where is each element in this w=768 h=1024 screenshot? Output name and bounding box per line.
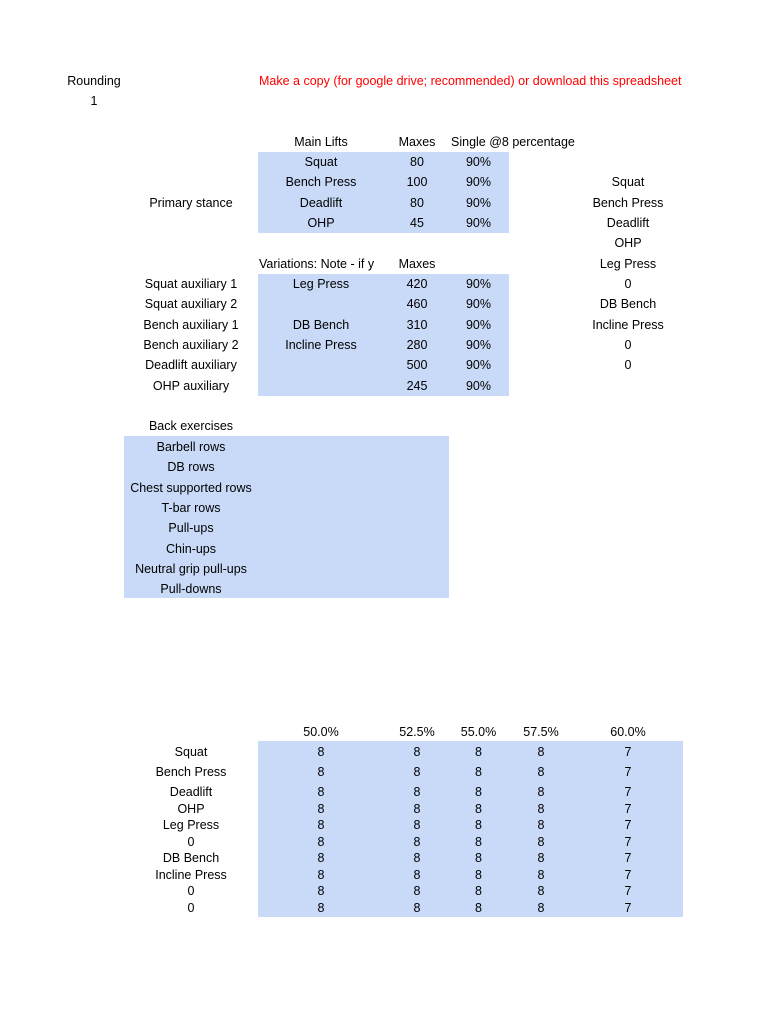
main-lift-pct[interactable]: 90% [465, 175, 492, 189]
reps-row-label: Leg Press [162, 818, 220, 832]
back-exercise-item[interactable]: Neutral grip pull-ups [135, 562, 247, 576]
summary-item: 0 [624, 277, 632, 291]
main-lift-pct[interactable]: 90% [465, 216, 492, 230]
reps-cell[interactable]: 8 [317, 818, 325, 832]
reps-cell[interactable]: 8 [537, 765, 545, 779]
variation-pct[interactable]: 90% [465, 318, 492, 332]
variation-name[interactable] [258, 294, 384, 314]
reps-cell[interactable]: 8 [537, 818, 545, 832]
reps-row-label: DB Bench [162, 851, 220, 865]
variation-pct[interactable]: 90% [465, 297, 492, 311]
variation-pct[interactable]: 90% [465, 358, 492, 372]
reps-cell[interactable]: 8 [317, 801, 325, 816]
summary-item: Bench Press [592, 196, 664, 210]
percentage-header: 52.5% [399, 725, 435, 739]
variation-name[interactable]: DB Bench [292, 318, 350, 332]
reps-cell[interactable]: 8 [475, 851, 482, 865]
copy-note: Make a copy (for google drive; recommended) or download this spreadsheet [259, 74, 682, 88]
reps-cell[interactable]: 7 [624, 900, 632, 915]
reps-cell[interactable]: 8 [475, 884, 482, 898]
reps-cell[interactable]: 8 [475, 900, 482, 915]
variation-max[interactable]: 245 [406, 379, 428, 393]
reps-cell[interactable]: 8 [317, 900, 325, 915]
percentage-header: 50.0% [303, 725, 339, 739]
reps-cell[interactable]: 7 [624, 851, 632, 865]
back-exercise-item[interactable]: DB rows [167, 460, 215, 474]
variation-name[interactable]: Leg Press [292, 277, 350, 291]
reps-cell[interactable]: 8 [413, 785, 421, 799]
reps-cell[interactable]: 8 [413, 801, 421, 816]
reps-cell[interactable]: 8 [475, 785, 482, 799]
reps-cell[interactable]: 8 [317, 867, 325, 882]
main-lift-name[interactable]: Squat [304, 155, 338, 169]
main-lift-pct[interactable]: 90% [465, 155, 492, 169]
back-exercise-item[interactable]: Barbell rows [156, 440, 226, 454]
variation-max[interactable]: 460 [406, 297, 428, 311]
variations-maxes-header: Maxes [398, 257, 436, 271]
variation-pct[interactable]: 90% [465, 379, 492, 393]
variation-max[interactable]: 500 [406, 358, 428, 372]
reps-cell[interactable]: 8 [537, 785, 545, 799]
reps-cell[interactable]: 8 [413, 884, 421, 898]
summary-item: 0 [624, 338, 632, 352]
reps-cell[interactable]: 7 [624, 834, 632, 849]
percentage-header: 60.0% [610, 725, 646, 739]
reps-row-label: 0 [187, 834, 195, 849]
reps-row-label: 0 [187, 900, 195, 915]
single-percentage-header: Single @8 percentage [451, 135, 575, 149]
reps-cell[interactable]: 8 [475, 867, 482, 882]
reps-cell[interactable]: 8 [537, 867, 545, 882]
summary-item: 0 [624, 358, 632, 372]
summary-item: Incline Press [592, 318, 664, 332]
reps-cell[interactable]: 8 [475, 818, 482, 832]
back-exercise-item[interactable]: Chin-ups [165, 542, 217, 556]
back-exercise-item[interactable]: Pull-downs [160, 582, 222, 596]
main-lift-max[interactable]: 80 [410, 196, 424, 210]
variation-max[interactable]: 310 [406, 318, 428, 332]
variation-name[interactable]: Incline Press [285, 338, 357, 352]
reps-cell[interactable]: 8 [317, 765, 325, 779]
reps-cell[interactable]: 8 [317, 834, 325, 849]
back-exercise-item[interactable]: T-bar rows [161, 501, 221, 515]
reps-cell[interactable]: 8 [317, 884, 325, 898]
reps-cell[interactable]: 8 [537, 900, 545, 915]
auxiliary-label: Squat auxiliary 1 [144, 277, 238, 291]
variation-name[interactable] [258, 376, 384, 396]
summary-item: Leg Press [599, 257, 657, 271]
auxiliary-label: Squat auxiliary 2 [144, 297, 238, 311]
auxiliary-label: Bench auxiliary 2 [143, 338, 239, 352]
reps-row-label: OHP [177, 801, 205, 816]
rounding-label: Rounding [67, 74, 121, 88]
summary-item: OHP [614, 236, 642, 250]
reps-row-label: 0 [187, 884, 195, 898]
reps-row-label: Deadlift [169, 785, 213, 799]
reps-cell[interactable]: 8 [413, 818, 421, 832]
variation-max[interactable]: 280 [406, 338, 428, 352]
reps-cell[interactable]: 7 [624, 867, 632, 882]
reps-cell[interactable]: 7 [624, 765, 632, 779]
reps-row-label: Bench Press [155, 765, 227, 779]
summary-item: Squat [611, 175, 645, 189]
percentage-header: 57.5% [523, 725, 559, 739]
reps-cell[interactable]: 8 [317, 785, 325, 799]
main-lift-max[interactable]: 45 [410, 216, 424, 230]
reps-cell[interactable]: 7 [624, 884, 632, 898]
main-lift-pct[interactable]: 90% [465, 196, 492, 210]
reps-cell[interactable]: 8 [537, 884, 545, 898]
reps-cell[interactable]: 8 [413, 867, 421, 882]
reps-cell[interactable]: 8 [413, 851, 421, 865]
reps-row-label: Squat [174, 745, 208, 759]
maxes-header: Maxes [398, 135, 436, 149]
back-exercises-header: Back exercises [148, 419, 234, 433]
auxiliary-label: Bench auxiliary 1 [143, 318, 239, 332]
percentage-header: 55.0% [460, 725, 497, 739]
variation-name[interactable] [258, 355, 384, 375]
reps-cell[interactable]: 8 [317, 745, 325, 759]
reps-cell[interactable]: 8 [475, 801, 482, 816]
reps-cell[interactable]: 8 [413, 834, 421, 849]
primary-stance-label: Primary stance [149, 196, 233, 210]
reps-cell[interactable]: 7 [624, 785, 632, 799]
variation-max[interactable]: 420 [406, 277, 428, 291]
main-lifts-header: Main Lifts [294, 135, 348, 149]
reps-cell[interactable]: 8 [475, 834, 482, 849]
main-lift-max[interactable]: 100 [406, 175, 428, 189]
reps-cell[interactable]: 8 [475, 765, 482, 779]
reps-cell[interactable]: 8 [537, 851, 545, 865]
rounding-value[interactable]: 1 [90, 94, 98, 108]
summary-item: DB Bench [599, 297, 657, 311]
reps-cell[interactable]: 8 [413, 745, 421, 759]
back-exercise-item[interactable]: Pull-ups [168, 521, 214, 535]
main-lift-name[interactable]: Bench Press [285, 175, 357, 189]
summary-item: Deadlift [606, 216, 650, 230]
main-lift-name[interactable]: Deadlift [299, 196, 343, 210]
main-lift-name[interactable]: OHP [307, 216, 335, 230]
reps-cell[interactable]: 7 [624, 818, 632, 832]
reps-cell[interactable]: 8 [413, 900, 421, 915]
main-lift-max[interactable]: 80 [410, 155, 424, 169]
reps-row-label: Incline Press [155, 867, 227, 882]
auxiliary-label: OHP auxiliary [152, 379, 230, 393]
back-exercise-item[interactable]: Chest supported rows [130, 481, 252, 495]
reps-cell[interactable]: 8 [317, 851, 325, 865]
reps-cell[interactable]: 8 [475, 745, 482, 759]
reps-cell[interactable]: 8 [537, 834, 545, 849]
auxiliary-label: Deadlift auxiliary [145, 358, 237, 372]
variation-pct[interactable]: 90% [465, 277, 492, 291]
reps-cell[interactable]: 7 [624, 801, 632, 816]
reps-cell[interactable]: 8 [537, 801, 545, 816]
variation-pct[interactable]: 90% [465, 338, 492, 352]
reps-cell[interactable]: 7 [624, 745, 632, 759]
reps-cell[interactable]: 8 [413, 765, 421, 779]
reps-cell[interactable]: 8 [537, 745, 545, 759]
variations-header: Variations: Note - if y [259, 257, 375, 271]
